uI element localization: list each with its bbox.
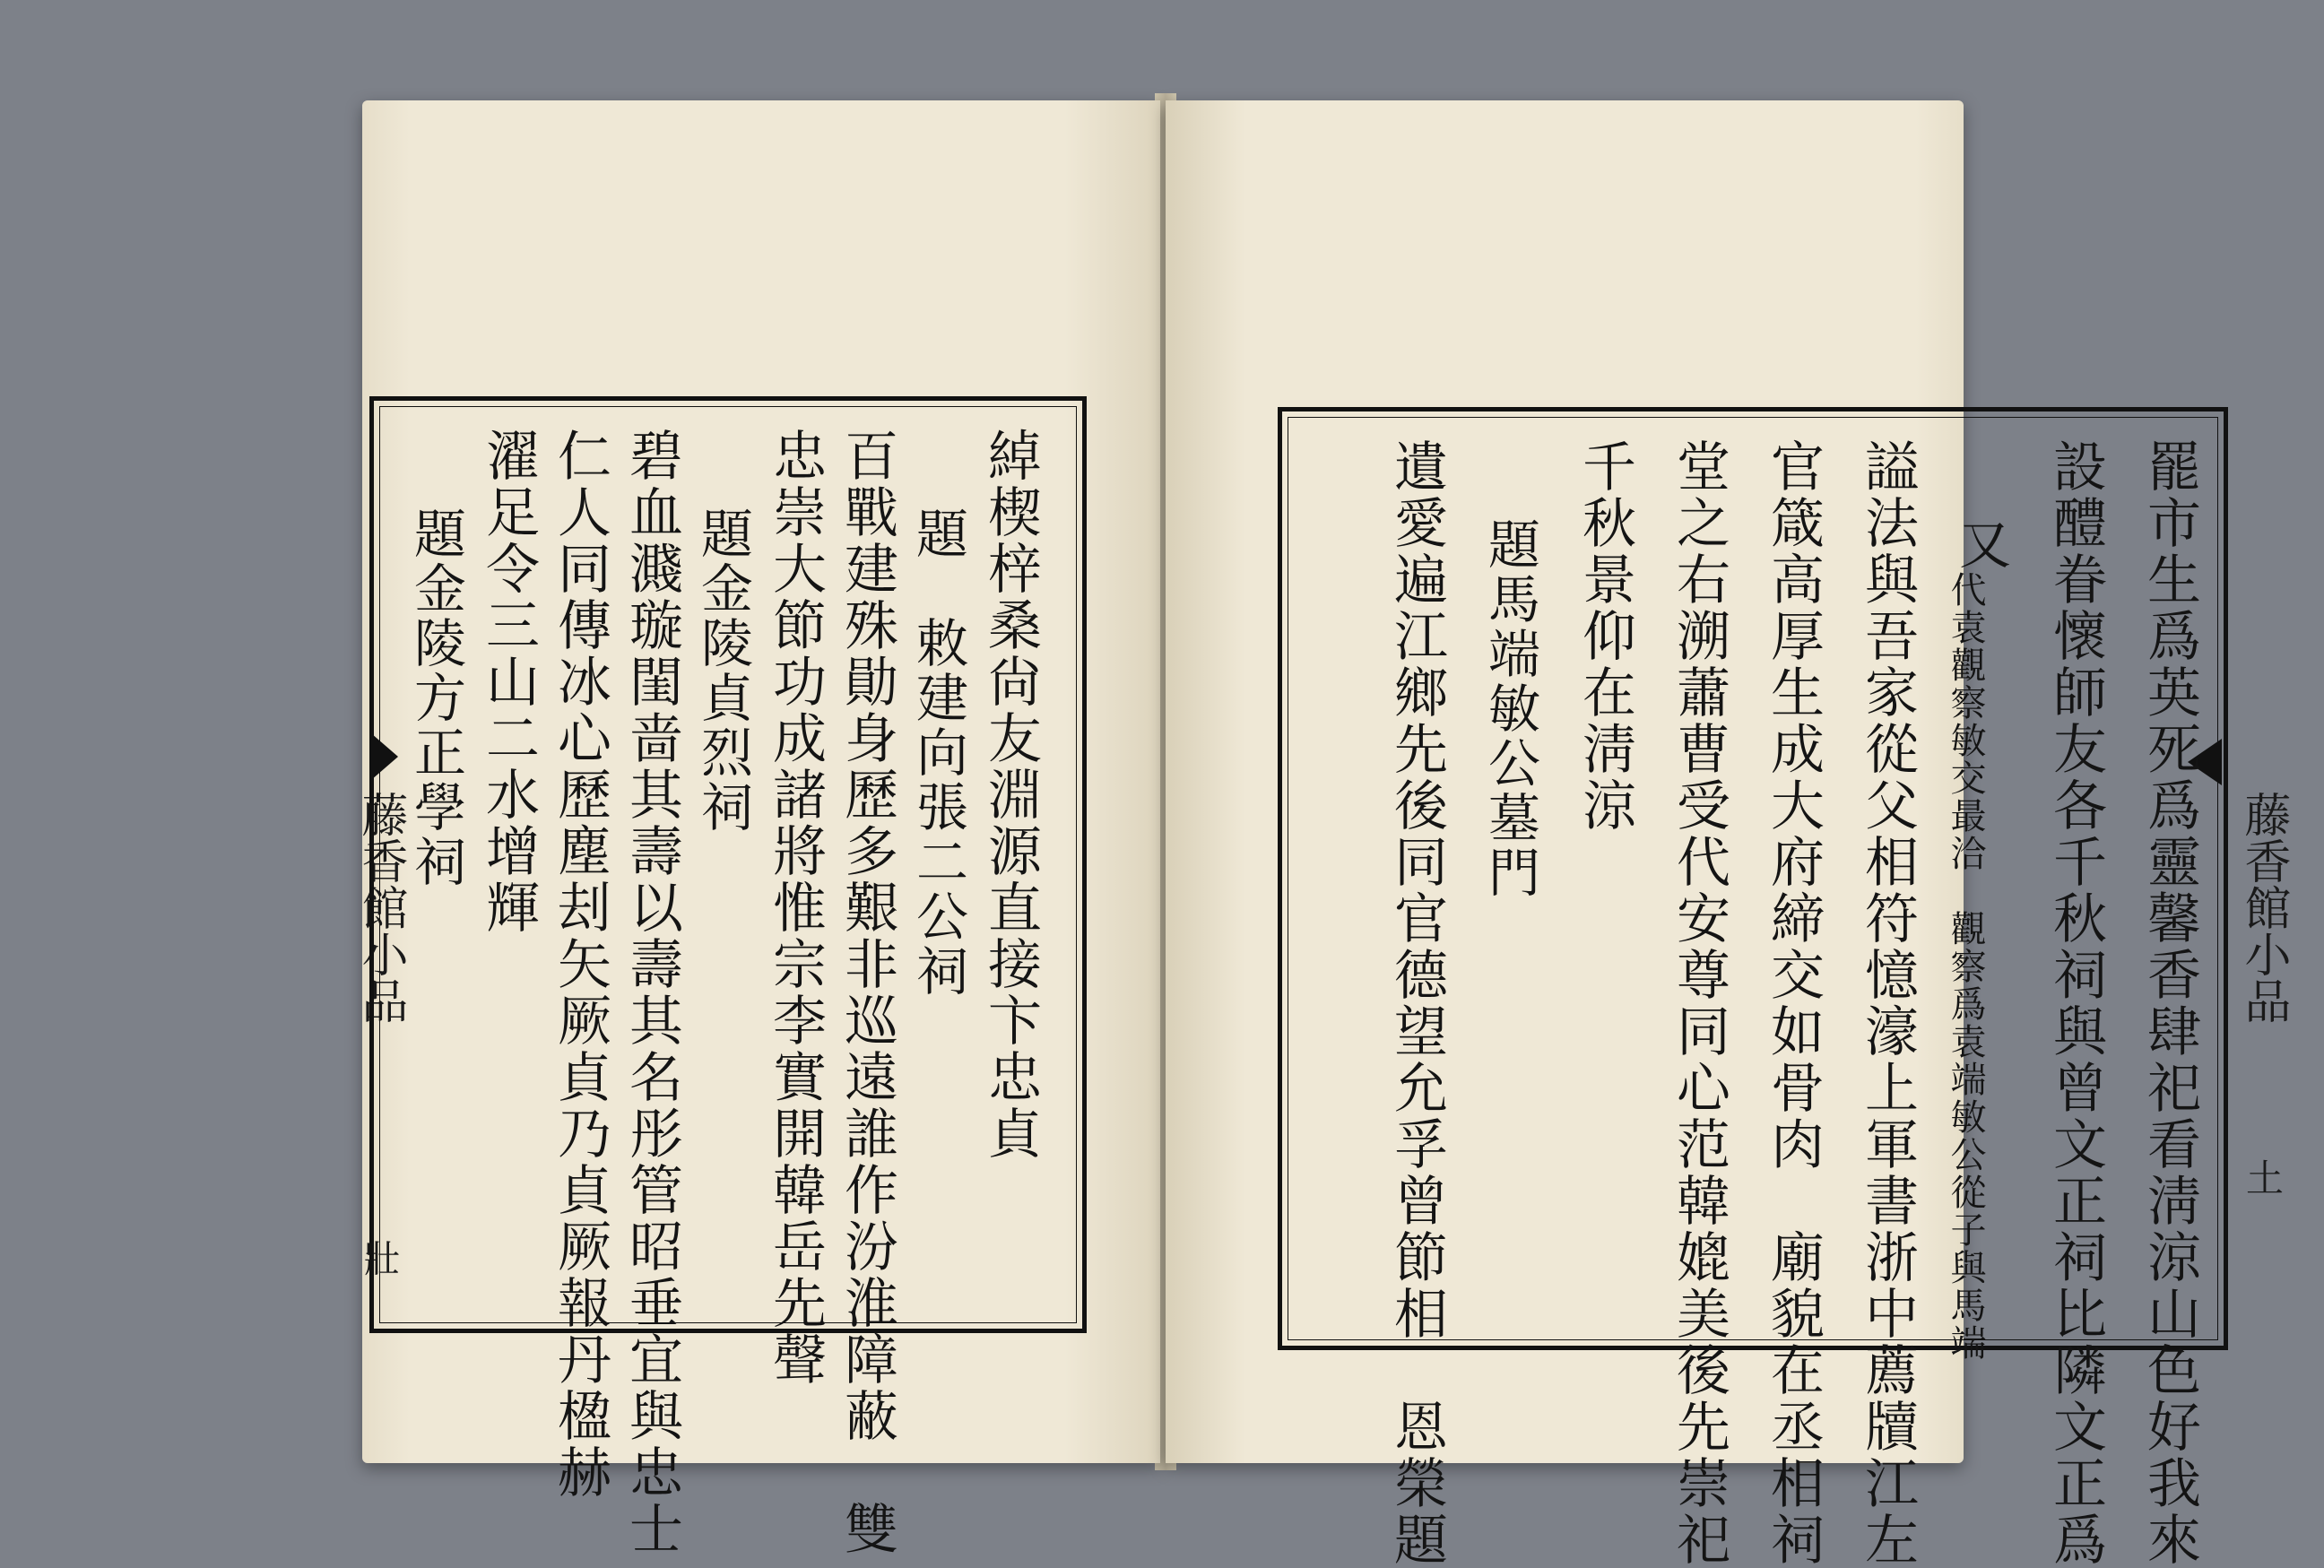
spine-title: 藤香館小品	[2236, 791, 2290, 1024]
text-column: 設醴眷懷師友各千秋祠與曾文正祠比隣文正爲	[2044, 438, 2107, 1568]
section-title-column: 題金陵方正學祠	[405, 507, 466, 889]
text-column: 綽楔梓桑尙友淵源直接卞忠貞	[979, 428, 1042, 1162]
folio-number: 土	[2241, 1158, 2285, 1196]
text-frame-right	[1278, 407, 2228, 1568]
text-column: 堂之右溯蕭曹受代安尊同心范韓媲美後先崇祀	[1668, 438, 1730, 1568]
section-title-column: 又	[1950, 517, 2011, 572]
section-title-column: 題金陵貞烈祠	[692, 507, 753, 835]
spine-title: 藤香館小品	[353, 791, 407, 1024]
text-column: 謚法與吾家從父相符憶濠上軍書浙中薦牘江左	[1856, 438, 1919, 1568]
text-column: 遺愛遍江鄉先後同官德望允孚曾節相 恩榮題	[1385, 438, 1448, 1568]
section-title-column: 題 敕建向張二公祠	[907, 507, 968, 999]
text-column: 碧血濺璇閨啬其壽以壽其名彤管昭垂宜與忠士	[620, 428, 683, 1557]
text-column: 官箴高厚生成大府締交如骨肉 廟貌在丞相祠	[1762, 438, 1825, 1568]
text-column: 仁人同傳冰心歷塵刦矢厥貞乃貞厥報丹楹赫	[549, 428, 611, 1501]
text-column: 罷市生爲英死爲靈馨香肆祀看淸涼山色好我來	[2138, 438, 2201, 1568]
text-column: 百戰建殊勛身歷多艱非巡遠誰作汾淮障蔽 雙	[836, 428, 898, 1557]
text-column: 濯足令三山二水增輝	[477, 428, 540, 936]
section-title-column: 題馬端敏公墓門	[1479, 517, 1540, 900]
text-frame-left	[369, 396, 1087, 1557]
text-column: 忠崇大節功成諸將惟宗李實開韓岳先聲	[764, 428, 827, 1388]
folio-number: 壯	[358, 1239, 402, 1277]
text-column: 千秋景仰在淸涼	[1574, 438, 1636, 834]
left-page	[353, 100, 1160, 1557]
right-page	[1166, 100, 2290, 1568]
annotation-column: 代袁觀察敏交最洽 觀察爲袁端敏公從子與馬端	[1945, 571, 1986, 1362]
